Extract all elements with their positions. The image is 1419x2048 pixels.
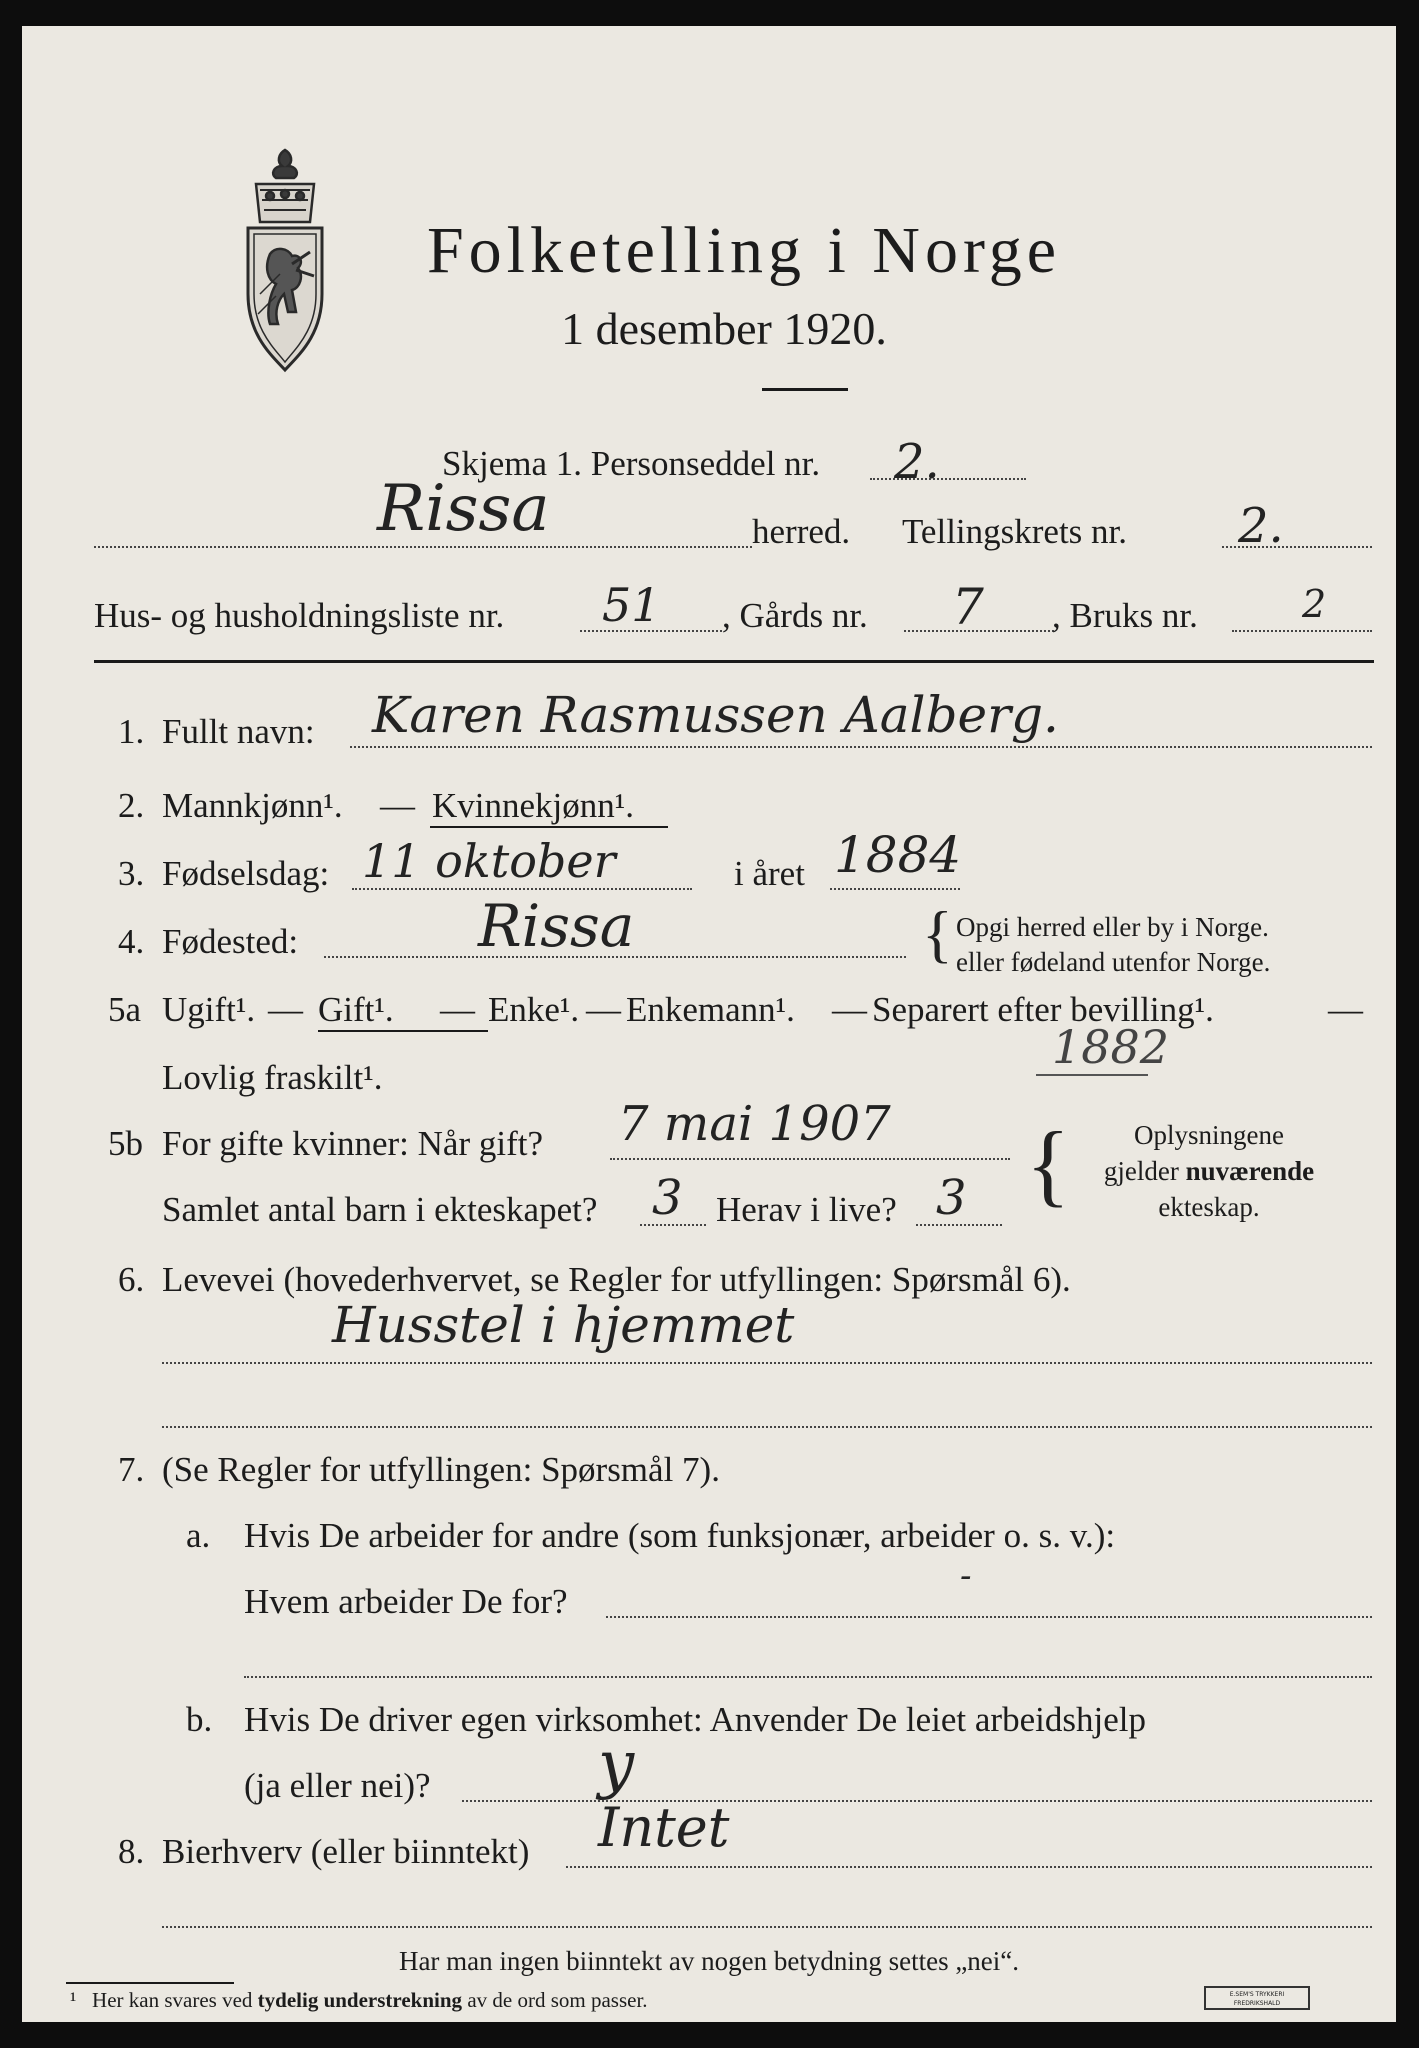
bruks-dotline	[1232, 630, 1372, 632]
q7-label: (Se Regler for utfyllingen: Spørsmål 7).	[162, 1450, 720, 1489]
q3-year-label: i året	[734, 854, 805, 893]
tellingskrets-label: Tellingskrets nr.	[902, 512, 1128, 551]
q5b-alive-value: 3	[936, 1170, 967, 1226]
q7a-dotline-1	[606, 1616, 1372, 1618]
q2-male-option: Mannkjønn¹.	[162, 786, 343, 825]
q5b-note-brace: {	[1026, 1113, 1071, 1215]
q3-birthday-value: 11 oktober	[362, 834, 616, 888]
q4-note-line2: eller fødeland utenfor Norge.	[956, 947, 1271, 977]
q5b-alive-label: Herav i live?	[716, 1190, 897, 1229]
q5a-fraskilt-option: Lovlig fraskilt¹.	[162, 1058, 383, 1097]
q4-number: 4.	[118, 922, 145, 961]
q7a-label: Hvis De arbeider for andre (som funksjonær, arbeider o. s. v.):	[244, 1516, 1116, 1555]
q3-label: Fødselsdag:	[162, 854, 330, 893]
q5a-dash-5: —	[1328, 990, 1363, 1029]
q1-number: 1.	[118, 712, 145, 751]
q3-year-value: 1884	[834, 826, 962, 884]
q6-dotline-1	[162, 1362, 1372, 1364]
q5b-label: For gifte kvinner: Når gift?	[162, 1124, 544, 1163]
q5a-ugift-option: Ugift¹.	[162, 990, 256, 1029]
q5b-note-line2: gjelder nuværende	[1103, 1156, 1315, 1186]
q2-female-option: Kvinnekjønn¹.	[432, 786, 635, 825]
q5a-dash-4: —	[832, 990, 867, 1029]
q6-number: 6.	[118, 1260, 145, 1299]
footnote: ¹ Her kan svares ved tydelig understrekning av de ord som passer.	[70, 1988, 648, 2012]
q8-number: 8.	[118, 1832, 145, 1871]
q5b-dotline	[610, 1158, 1010, 1160]
q5b-children-label: Samlet antal barn i ekteskapet?	[162, 1190, 598, 1229]
husliste-nr-value: 51	[602, 578, 661, 632]
q5b-marriage-date-value: 7 mai 1907	[618, 1096, 891, 1152]
q5a-number: 5a	[108, 990, 142, 1029]
q5b-number: 5b	[108, 1124, 143, 1163]
q5b-annotation: 1882	[1052, 1020, 1170, 1074]
q7a-value: -	[960, 1556, 972, 1596]
q1-dotline	[350, 746, 1372, 748]
q6-dotline-2	[162, 1426, 1372, 1428]
q3-date-dotline	[352, 888, 692, 890]
q6-label: Levevei (hovederhvervet, se Regler for utfyllingen: Spørsmål 6).	[162, 1260, 1071, 1299]
title-divider	[762, 388, 848, 391]
q1-label: Fullt navn:	[162, 712, 315, 751]
q5a-separert-option: Separert efter bevilling¹.	[872, 990, 1214, 1029]
personseddel-nr-value: 2.	[894, 434, 940, 490]
printer-mark: E.SEM'S TRYKKERI FREDRIKSHALD	[1204, 1986, 1310, 2010]
q8-value: Intet	[598, 1796, 730, 1859]
q5a-gift-option: Gift¹.	[318, 990, 394, 1029]
herred-dotline	[94, 546, 752, 548]
gards-nr-value: 7	[952, 578, 984, 636]
q7b-value: y	[598, 1728, 635, 1802]
q4-birthplace-value: Rissa	[478, 892, 635, 960]
q5a-dash-1: —	[268, 990, 303, 1029]
header-separator	[94, 660, 1374, 663]
q8-dotline-2	[162, 1926, 1372, 1928]
q7a-label2: Hvem arbeider De for?	[244, 1582, 568, 1621]
q4-note-line1: Opgi herred eller by i Norge.	[956, 912, 1269, 942]
q5b-children-value: 3	[652, 1170, 683, 1226]
herred-value: Rissa	[377, 472, 550, 546]
q7b-label: Hvis De driver egen virksomhet: Anvender De leiet arbeidshjelp	[244, 1700, 1146, 1739]
q5a-gift-underline	[318, 1030, 488, 1032]
q1-full-name-value: Karen Rasmussen Aalberg.	[372, 686, 1059, 744]
footnote-rule	[66, 1982, 234, 1984]
q5a-dash-3: —	[586, 990, 621, 1029]
husliste-label: Hus- og husholdningsliste nr.	[94, 596, 505, 635]
q5b-note-line3: ekteskap.	[1158, 1192, 1260, 1222]
tellingskrets-nr-value: 2.	[1238, 498, 1284, 554]
q2-number: 2.	[118, 786, 145, 825]
q4-label: Fødested:	[162, 922, 299, 961]
q5a-enkemann-option: Enkemann¹.	[626, 990, 795, 1029]
q7a-letter: a.	[186, 1516, 211, 1555]
census-form-sheet	[22, 26, 1396, 2022]
q4-note-brace: {	[922, 898, 953, 969]
gards-label: , Gårds nr.	[722, 596, 868, 635]
form-title: Folketelling i Norge	[426, 214, 1062, 287]
q5a-enke-option: Enke¹.	[488, 990, 580, 1029]
herred-label: herred.	[752, 512, 851, 551]
schema-label: Skjema 1. Personseddel nr.	[442, 444, 821, 483]
q2-female-underline	[430, 826, 668, 828]
q5b-note-line1: Oplysningene	[1134, 1120, 1284, 1150]
q8-dotline-1	[566, 1866, 1372, 1868]
q5b-annotation-underline	[1036, 1074, 1148, 1076]
q5a-dash-2: —	[440, 990, 475, 1029]
q3-number: 3.	[118, 854, 145, 893]
q2-dash: —	[380, 786, 415, 825]
q7b-label2: (ja eller nei)?	[244, 1766, 431, 1805]
q3-year-dotline	[830, 888, 960, 890]
q7b-letter: b.	[186, 1700, 213, 1739]
census-date: 1 desember 1920.	[561, 303, 887, 354]
q7-number: 7.	[118, 1450, 145, 1489]
footer-note: Har man ingen biinntekt av nogen betydning settes „nei“.	[398, 1946, 1020, 1976]
bruks-label: , Bruks nr.	[1052, 596, 1198, 635]
q7a-dotline-2	[244, 1676, 1372, 1678]
q8-label: Bierhverv (eller biinntekt)	[162, 1832, 530, 1871]
q6-occupation-value: Husstel i hjemmet	[332, 1296, 795, 1354]
bruks-nr-value: 2	[1302, 582, 1327, 626]
